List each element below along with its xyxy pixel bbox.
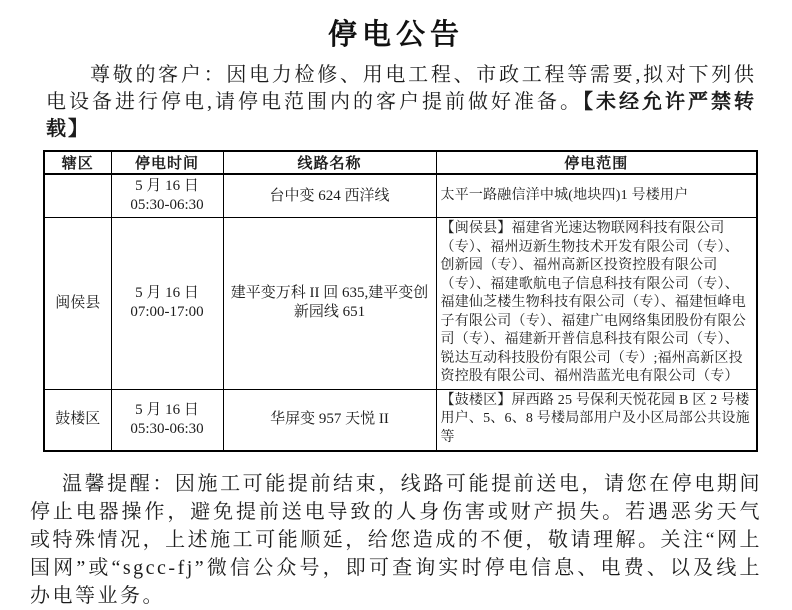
intro-text: 尊敬的客户：因电力检修、用电工程、市政工程等需要,拟对下列供电设备进行停电,请停电范围内的客户提前做好准备。 — [46, 64, 756, 113]
time-date: 5 月 16 日 — [135, 401, 199, 418]
time-range: 05:30-06:30 — [130, 420, 204, 437]
header-time: 停电时间 — [111, 151, 223, 174]
region-cell — [44, 174, 111, 218]
scope-cell: 【鼓楼区】屏西路 25 号保利天悦花园 B 区 2 号楼用户、5、6、8 号楼局部用户及小区局部公共设施等 — [436, 389, 757, 451]
time-cell — [111, 218, 223, 390]
no-reproduction-notice: 【未经允许严禁转载】 — [46, 91, 756, 140]
line-name-cell: 华屏变 957 天悦 II — [223, 389, 436, 451]
scope-cell: 【闽侯县】福建省光速达物联网科技有限公司（专）、福州迈新生物技术开发有限公司（专）、创新园（专）、福州高新区投资控股有限公司（专）、福建歌航电子信息科技有限公司（专）、福建仙芝楼生物科技有限公司（专）、福建恒峰电子有限公司（专）、福建广电网络集团股份有限公司（专）、福建新开普信息科技有限公司（专）、锐达互动科技股份有限公司（专）;福州高新区投资控股有限公司、福州浩蓝光电有限公司（专） — [436, 218, 757, 390]
time-date: 5 月 16 日 — [135, 178, 199, 194]
time-date: 5 月 16 日 — [135, 285, 199, 302]
table-row — [44, 389, 757, 451]
time-cell — [111, 389, 223, 451]
outage-notice-page — [0, 12, 792, 607]
outage-table — [43, 150, 758, 452]
header-region: 辖区 — [44, 151, 111, 174]
region-cell: 鼓楼区 — [44, 389, 111, 451]
time-range: 05:30-06:30 — [130, 197, 204, 213]
header-line-name: 线路名称 — [223, 151, 436, 174]
table-header-row — [44, 151, 757, 174]
line-name-cell: 台中变 624 西洋线 — [223, 174, 436, 218]
intro-paragraph — [46, 62, 756, 143]
table-row — [44, 218, 757, 390]
header-scope: 停电范围 — [436, 151, 757, 174]
reminder-paragraph: 温馨提醒：因施工可能提前结束，线路可能提前送电，请您在停电期间停止电器操作，避免提前送电导致的人身伤害或财产损失。若遇恶劣天气或特殊情况，上述施工可能顺延，给您造成的不便，敬请理解。关注“网上国网”或“sgcc-fj”微信公众号，即可查询实时停电信息、电费、以及线上办电等业务。 — [30, 472, 762, 607]
time-range: 07:00-17:00 — [130, 304, 204, 321]
table-row — [44, 174, 757, 218]
time-cell — [111, 174, 223, 218]
scope-cell: 太平一路融信洋中城(地块四)1 号楼用户 — [436, 174, 757, 218]
page-title: 停电公告 — [327, 19, 464, 51]
region-cell: 闽侯县 — [44, 218, 111, 390]
line-name-cell: 建平变万科 II 回 635,建平变创新园线 651 — [223, 218, 436, 390]
